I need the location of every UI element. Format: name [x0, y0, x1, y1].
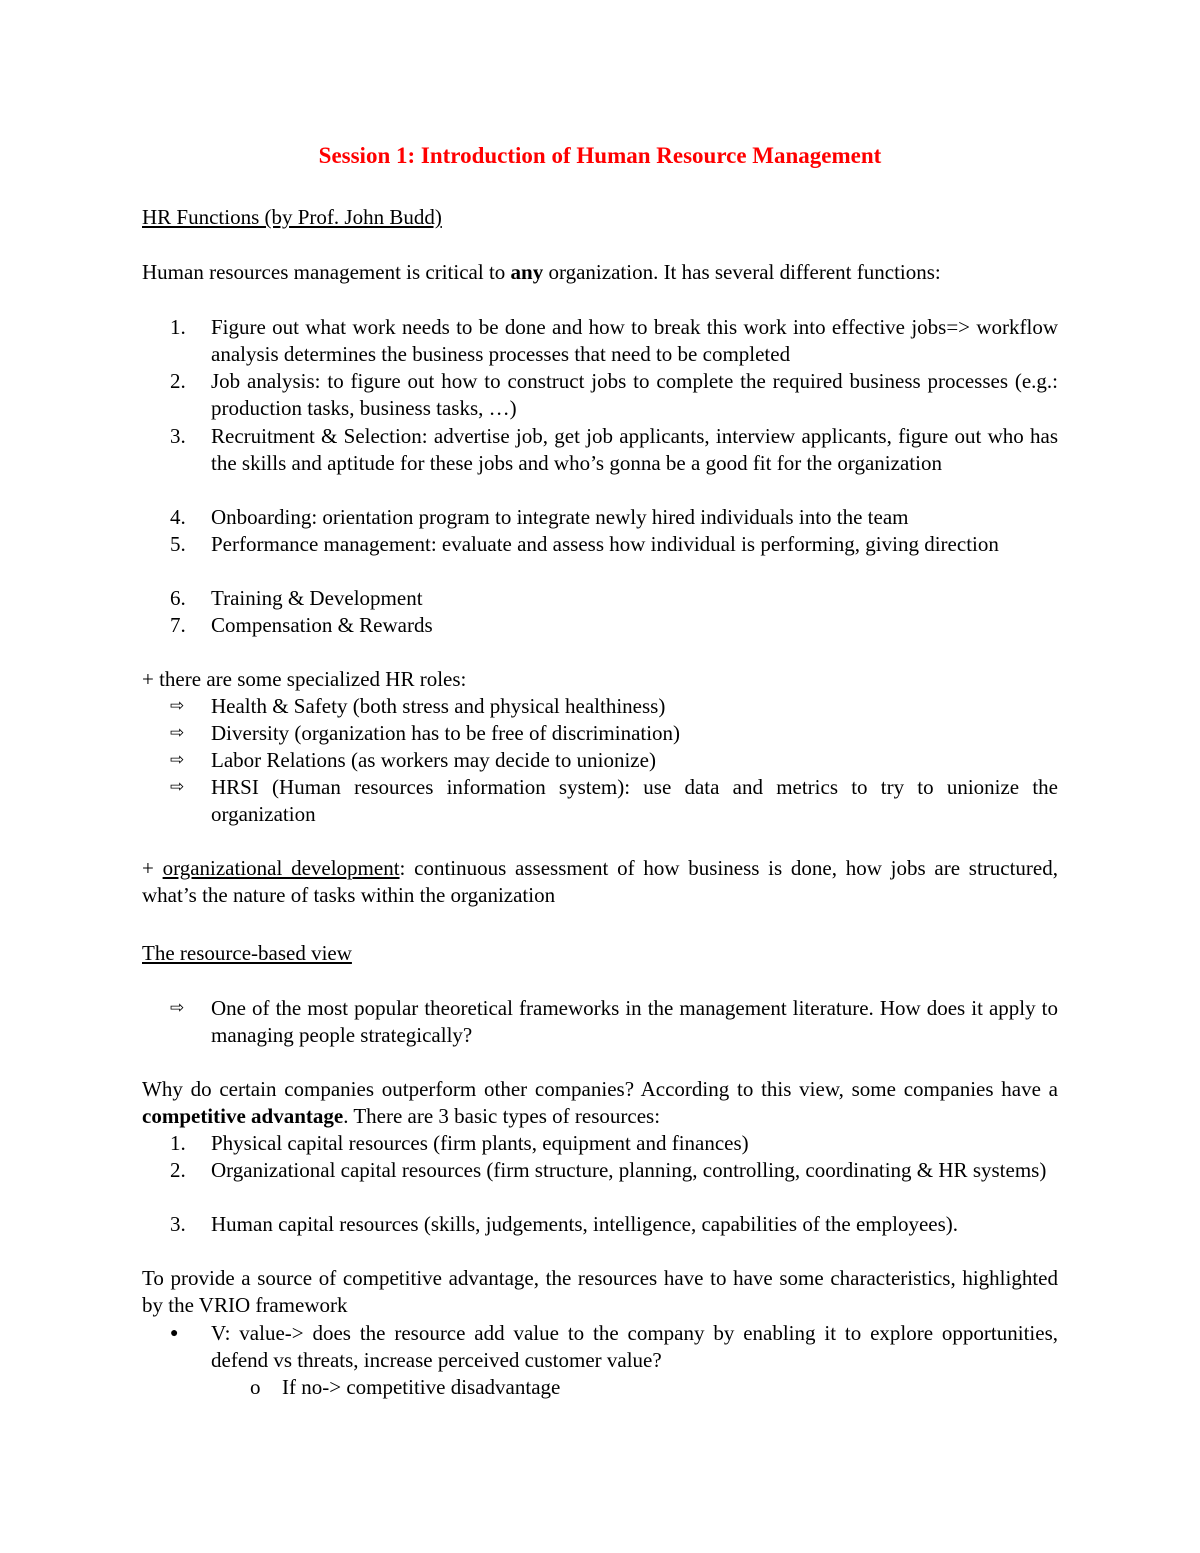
list-number: 4.	[170, 505, 186, 529]
hr-intro-paragraph	[142, 259, 1058, 286]
list-item-text: Performance management: evaluate and assess how individual is performing, giving direction	[211, 532, 999, 556]
list-item-text: Job analysis: to figure out how to construct jobs to complete the required business processes (e.g.: production tasks, business tasks, …)	[211, 369, 1058, 420]
hr-function-item-7	[170, 612, 1058, 639]
rbv-arrow-item	[170, 995, 1058, 1049]
list-item-text: Diversity (organization has to be free of discrimination)	[211, 721, 681, 745]
list-number: 6.	[170, 586, 186, 610]
specialized-item-4	[170, 774, 1058, 828]
specialized-item-3	[170, 747, 1058, 774]
hr-function-item-4	[170, 504, 1058, 531]
list-item-text: Compensation & Rewards	[211, 613, 433, 637]
list-item-text: Recruitment & Selection: advertise job, get job applicants, interview applicants, figure out who has the skills and aptitude for these jobs and who’s gonna be a good fit for the organization	[211, 424, 1058, 475]
list-item-text: One of the most popular theoretical frameworks in the management literature. How does it apply to managing people strategically?	[211, 996, 1058, 1047]
rbv-para-after: . There are 3 basic types of resources:	[343, 1104, 661, 1128]
list-number: 5.	[170, 532, 186, 556]
hr-intro-after: organization. It has several different functions:	[543, 260, 941, 284]
hr-function-item-1	[170, 314, 1058, 368]
arrow-right-icon: ⇨	[170, 696, 185, 716]
page-title: Session 1: Introduction of Human Resource Management	[318, 143, 882, 168]
list-number: 2.	[170, 369, 186, 393]
rbv-para-bold: competitive advantage	[142, 1104, 344, 1128]
list-item-text: Figure out what work needs to be done and how to break this work into effective jobs=> workflow analysis determines the business processes that need to be completed	[211, 315, 1058, 366]
hr-function-item-2	[170, 368, 1058, 422]
resource-item-3	[170, 1211, 1058, 1238]
list-item-text: Health & Safety (both stress and physical healthiness)	[211, 694, 666, 718]
resource-item-1	[170, 1130, 1058, 1157]
list-item-text: If no-> competitive disadvantage	[282, 1375, 561, 1399]
org-dev-prefix: +	[142, 856, 163, 880]
specialized-item-1	[170, 693, 1058, 720]
list-item-text: Physical capital resources (firm plants, equipment and finances)	[211, 1131, 749, 1155]
list-item-text: Labor Relations (as workers may decide to unionize)	[211, 748, 656, 772]
list-number: 2.	[170, 1158, 186, 1182]
list-item-text: HRSI (Human resources information system): use data and metrics to try to unionize the organization	[211, 775, 1058, 826]
list-item-text: Human capital resources (skills, judgements, intelligence, capabilities of the employees).	[211, 1212, 959, 1236]
arrow-right-icon: ⇨	[170, 777, 185, 797]
hr-intro-before: Human resources management is critical to	[142, 260, 511, 284]
hr-function-item-3	[170, 423, 1058, 477]
rbv-heading: The resource-based view	[142, 941, 352, 965]
hr-functions-heading: HR Functions (by Prof. John Budd)	[142, 205, 442, 229]
list-item-text: V: value-> does the resource add value to the company by enabling it to explore opportunities, defend vs threats, increase perceived customer value?	[211, 1321, 1058, 1372]
org-dev-term: organizational development	[162, 856, 400, 880]
circle-bullet-icon: o	[250, 1375, 261, 1399]
list-number: 3.	[170, 1212, 186, 1236]
list-item-text: Onboarding: orientation program to integrate newly hired individuals into the team	[211, 505, 909, 529]
rbv-paragraph	[142, 1076, 1058, 1130]
hr-intro-bold: any	[510, 260, 544, 284]
specialized-item-2	[170, 720, 1058, 747]
arrow-right-icon: ⇨	[170, 723, 185, 743]
list-number: 1.	[170, 315, 186, 339]
list-item-text: Organizational capital resources (firm structure, planning, controlling, coordinating & HR systems)	[211, 1158, 1047, 1182]
org-dev-rest: : continuous assessment of how business is done, how jobs are structured, what’s the nature of tasks within the organization	[142, 856, 1058, 907]
resource-item-2	[170, 1157, 1058, 1184]
document-page	[142, 0, 1058, 1553]
bullet-icon: ●	[170, 1326, 179, 1341]
arrow-right-icon: ⇨	[170, 750, 185, 770]
arrow-right-icon: ⇨	[170, 998, 185, 1018]
list-number: 3.	[170, 424, 186, 448]
specialized-intro: + there are some specialized HR roles:	[142, 667, 467, 691]
list-number: 1.	[170, 1131, 186, 1155]
vrio-bullet-item	[170, 1320, 1058, 1374]
rbv-para-before: Why do certain companies outperform other companies? According to this view, some companies have a	[142, 1077, 1058, 1101]
list-item-text: Training & Development	[211, 586, 423, 610]
org-development-paragraph	[142, 855, 1058, 909]
vrio-sub-item	[250, 1374, 1058, 1401]
hr-function-item-6	[170, 585, 1058, 612]
list-number: 7.	[170, 613, 186, 637]
vrio-intro: To provide a source of competitive advantage, the resources have to have some characteristics, highlighted by the VRIO framework	[142, 1266, 1058, 1317]
hr-function-item-5	[170, 531, 1058, 558]
